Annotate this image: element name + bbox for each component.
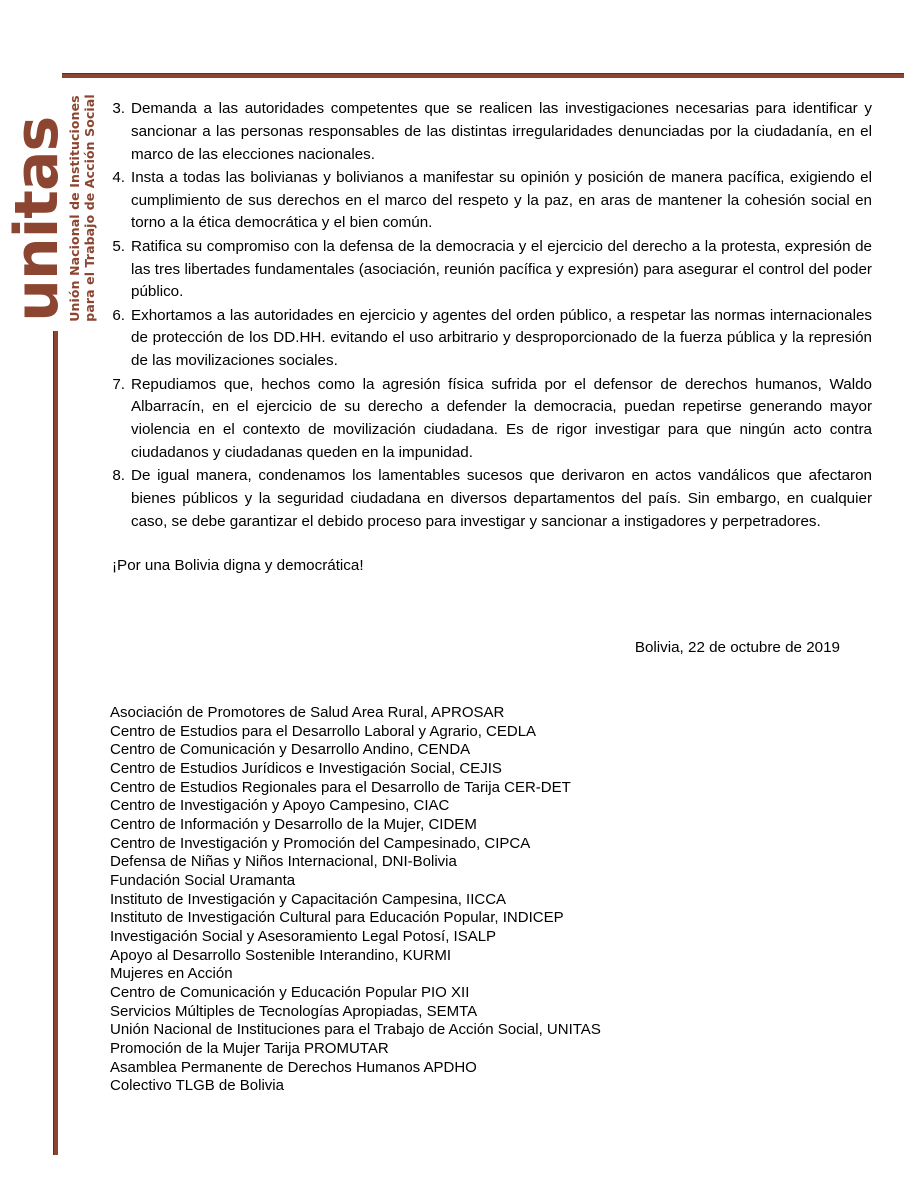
signatory-organization: Centro de Comunicación y Desarrollo Andino, CENDA xyxy=(110,741,471,759)
signatory-organization: Centro de Comunicación y Educación Popular PIO XII xyxy=(110,984,470,1002)
demand-item xyxy=(104,374,872,465)
signatory-organization: Mujeres en Acción xyxy=(110,965,233,983)
signatory-organization: Promoción de la Mujer Tarija PROMUTAR xyxy=(110,1040,389,1058)
signatory-organization: Centro de Investigación y Apoyo Campesino, CIAC xyxy=(110,797,450,815)
signatory-organization: Centro de Investigación y Promoción del Campesinado, CIPCA xyxy=(110,834,531,852)
unitas-wordmark: unitas xyxy=(2,116,73,322)
unitas-subtitle-line-2: para el Trabajo de Acción Social xyxy=(82,94,98,322)
demands-list xyxy=(104,98,872,534)
signatory-organization: Investigación Social y Asesoramiento Legal Potosí, ISALP xyxy=(110,928,497,946)
closing-slogan: ¡Por una Bolivia digna y democrática! xyxy=(112,556,364,574)
signatory-organization: Centro de Estudios para el Desarrollo Laboral y Agrario, CEDLA xyxy=(110,722,537,740)
unitas-logo xyxy=(2,88,100,328)
signatory-organization: Instituto de Investigación Cultural para Educación Popular, INDICEP xyxy=(110,909,564,927)
demand-item xyxy=(104,305,872,373)
signatory-organization: Centro de Estudios Regionales para el Desarrollo de Tarija CER-DET xyxy=(110,778,571,796)
demand-item xyxy=(104,465,872,533)
signatory-organization: Asamblea Permanente de Derechos Humanos APDHO xyxy=(110,1058,477,1076)
signatory-organization: Instituto de Investigación y Capacitación Campesina, IICCA xyxy=(110,890,507,908)
demand-item xyxy=(104,98,872,166)
demand-number: 4. xyxy=(112,168,125,186)
document-body xyxy=(104,98,872,656)
signatory-organization: Asociación de Promotores de Salud Area Rural, APROSAR xyxy=(110,704,505,721)
demand-text: Ratifica su compromiso con la defensa de la democracia y el ejercicio del derecho a la protesta, expresión de las tres libertades fundamentales (asociación, reunión pacífica y expresión) para asegurar el control del poder público. xyxy=(131,237,872,301)
signatory-organization: Centro de Información y Desarrollo de la Mujer, CIDEM xyxy=(110,816,477,834)
signatories-list xyxy=(110,704,850,1096)
demand-text: Demanda a las autoridades competentes que se realicen las investigaciones necesarias para identificar y sancionar a las personas responsables de las distintas irregularidades denunciadas por la ciudadanía, en el marco de las elecciones nacionales. xyxy=(131,100,872,163)
demand-text: Repudiamos que, hechos como la agresión física sufrida por el defensor de derechos humanos, Waldo Albarracín, en el ejercicio de su derecho a defender la democracia, puedan repetirse generando mayor violencia en el contexto de movilización ciudadana. Es de rigor investigar para que ningún acto contra ciudadanos y ciudadanas queden en la impunidad. xyxy=(131,375,872,461)
signatory-organization: Unión Nacional de Instituciones para el Trabajo de Acción Social, UNITAS xyxy=(110,1021,601,1039)
signatory-organization: Servicios Múltiples de Tecnologías Apropiadas, SEMTA xyxy=(110,1002,478,1020)
left-vertical-rule xyxy=(53,331,58,1155)
demand-item xyxy=(104,236,872,304)
demand-text: Exhortamos a las autoridades en ejercicio y agentes del orden público, a respetar las normas internacionales de protección de los DD.HH. evitando el uso arbitrario y desproporcionado de la fuerza pública y la represión de las movilizaciones sociales. xyxy=(131,306,872,370)
dateline: Bolivia, 22 de octubre de 2019 xyxy=(634,639,840,657)
unitas-subtitle-line-1: Unión Nacional de Instituciones xyxy=(67,95,83,322)
unitas-logo-rotated-group xyxy=(2,94,98,322)
demand-number: 3. xyxy=(112,100,125,117)
signatory-organization: Colectivo TLGB de Bolivia xyxy=(110,1077,284,1095)
demand-text: Insta a todas las bolivianas y bolivianos a manifestar su opinión y posición de manera pacífica, exigiendo el cumplimiento de sus derechos en el marco del respeto y la paz, en aras de mantener la cohesión social en torno a la ética democrática y el bien común. xyxy=(131,168,872,232)
demand-number: 6. xyxy=(112,306,125,324)
signatory-organization: Fundación Social Uramanta xyxy=(110,872,296,890)
demand-number: 7. xyxy=(112,375,125,393)
demand-text: De igual manera, condenamos los lamentables sucesos que derivaron en actos vandálicos que afectaron bienes públicos y la seguridad ciudadana en diversos departamentos del país. Sin embargo, en cualquier caso, se debe garantizar el debido proceso para investigar y sancionar a instigadores y perpetradores. xyxy=(131,467,872,530)
signatory-organization: Centro de Estudios Jurídicos e Investigación Social, CEJIS xyxy=(110,760,502,778)
signatory-organization: Defensa de Niñas y Niños Internacional, DNI-Bolivia xyxy=(110,853,457,871)
top-horizontal-rule xyxy=(62,73,904,78)
demand-number: 8. xyxy=(112,467,125,485)
demand-item xyxy=(104,167,872,235)
demand-number: 5. xyxy=(112,237,125,255)
signatory-organization: Apoyo al Desarrollo Sostenible Interandino, KURMI xyxy=(110,946,452,964)
